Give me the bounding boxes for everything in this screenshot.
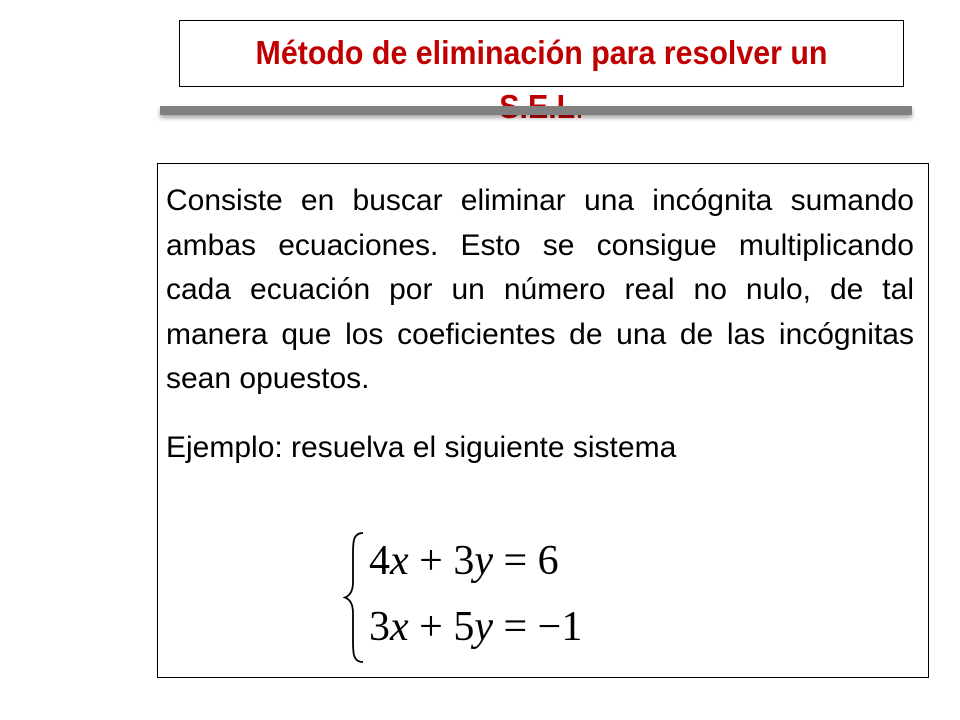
- title-divider: [160, 106, 912, 115]
- eq1-var-y: y: [474, 538, 493, 584]
- eq1-rhs: = 6: [503, 538, 559, 584]
- example-label: Ejemplo: resuelva el siguiente sistema: [166, 431, 677, 464]
- equation-1: [369, 536, 559, 586]
- eq2-var-y: y: [474, 604, 493, 650]
- eq2-coef-x: 3: [369, 604, 390, 650]
- equation-2: [369, 602, 582, 652]
- slide-title: [208, 26, 875, 134]
- definition-paragraph: Consiste en buscar eliminar una incógnita sumando ambas ecuaciones. Esto se consigue multiplicando cada ecuación por un número real no nulo, de tal manera que los coeficientes de una de las incógnitas sean opuestos.: [166, 184, 914, 395]
- eq2-rhs: = −1: [503, 604, 583, 650]
- eq2-plus: +: [419, 604, 443, 650]
- left-brace: [343, 530, 367, 665]
- eq2-coef-y: 5: [453, 604, 475, 650]
- eq1-plus: +: [419, 538, 443, 584]
- equation-system: [343, 530, 603, 665]
- eq1-coef-x: 4: [369, 538, 390, 584]
- eq1-var-x: x: [390, 538, 409, 584]
- eq1-coef-y: 3: [453, 538, 475, 584]
- title-line-1: Método de eliminación para resolver un: [255, 34, 828, 71]
- eq2-var-x: x: [390, 604, 409, 650]
